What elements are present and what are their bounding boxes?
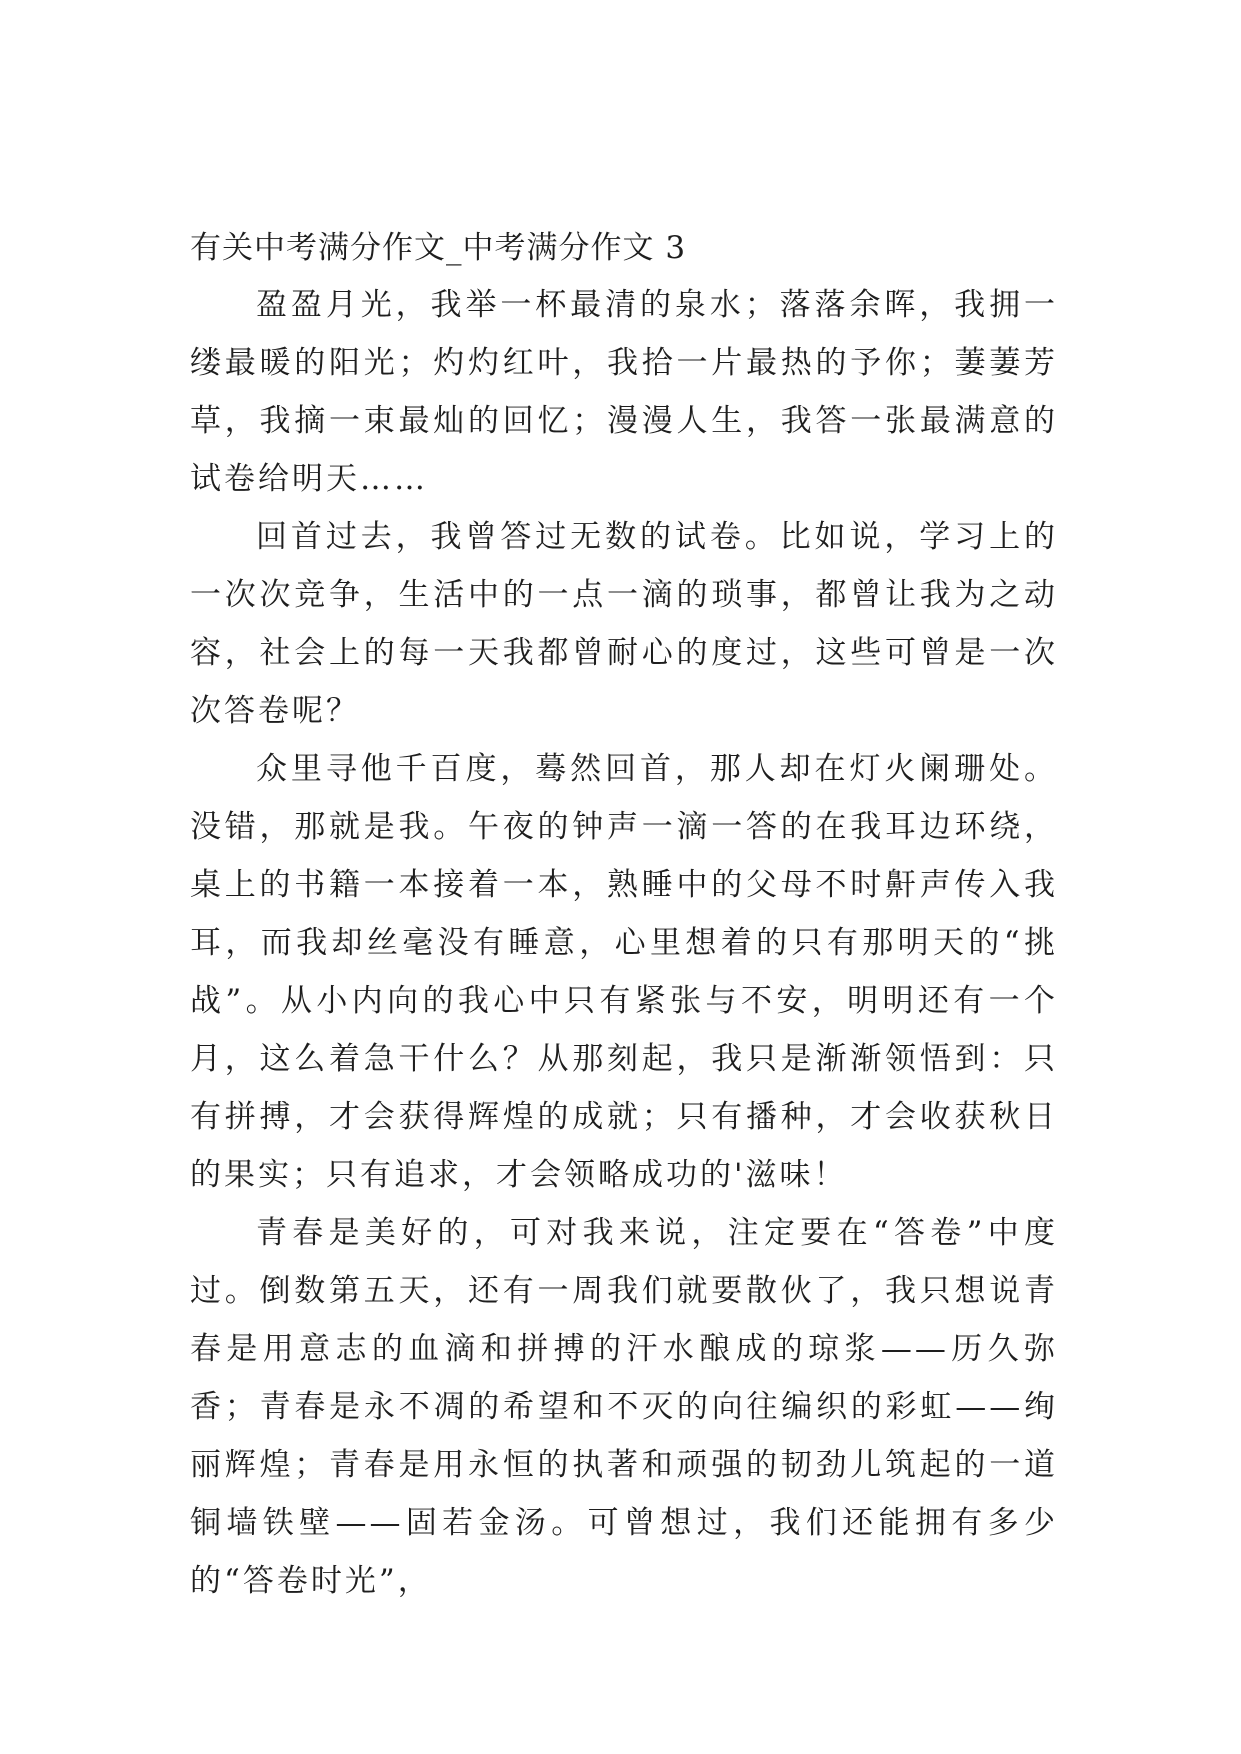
paragraph-1: 盈盈月光，我举一杯最清的泉水；落落余晖，我拥一缕最暖的阳光；灼灼红叶，我拾一片最热的予你；萋萋芳草，我摘一束最灿的回忆；漫漫人生，我答一张最满意的试卷给明天…… (190, 287, 1058, 497)
paragraph-2: 回首过去，我曾答过无数的试卷。比如说，学习上的一次次竞争，生活中的一点一滴的琐事，都曾让我为之动容，社会上的每一天我都曾耐心的度过，这些可曾是一次次答卷呢？ (190, 519, 1058, 729)
paragraph-4: 青春是美好的，可对我来说，注定要在“答卷”中度过。倒数第五天，还有一周我们就要散伙了，我只想说青春是用意志的血滴和拼搏的汗水酿成的琼浆——历久弥香；青春是永不凋的希望和不灭的向往编织的彩虹——绚丽辉煌；青春是用永恒的执著和顽强的韧劲儿筑起的一道铜墙铁壁——固若金汤。可曾想过，我们还能拥有多少的“答卷时光”， (190, 1215, 1058, 1599)
paragraph-3: 众里寻他千百度，蓦然回首，那人却在灯火阑珊处。没错，那就是我。午夜的钟声一滴一答的在我耳边环绕，桌上的书籍一本接着一本，熟睡中的父母不时鼾声传入我耳，而我却丝毫没有睡意，心里想着的只有那明天的“挑战”。从小内向的我心中只有紧张与不安，明明还有一个月，这么着急干什么？从那刻起，我只是渐渐领悟到：只有拼搏，才会获得辉煌的成就；只有播种，才会收获秋日的果实；只有追求，才会领略成功的'滋味！ (190, 751, 1058, 1193)
document-title: 有关中考满分作文_中考满分作文 3 (190, 230, 687, 266)
document-body (190, 222, 1058, 1610)
